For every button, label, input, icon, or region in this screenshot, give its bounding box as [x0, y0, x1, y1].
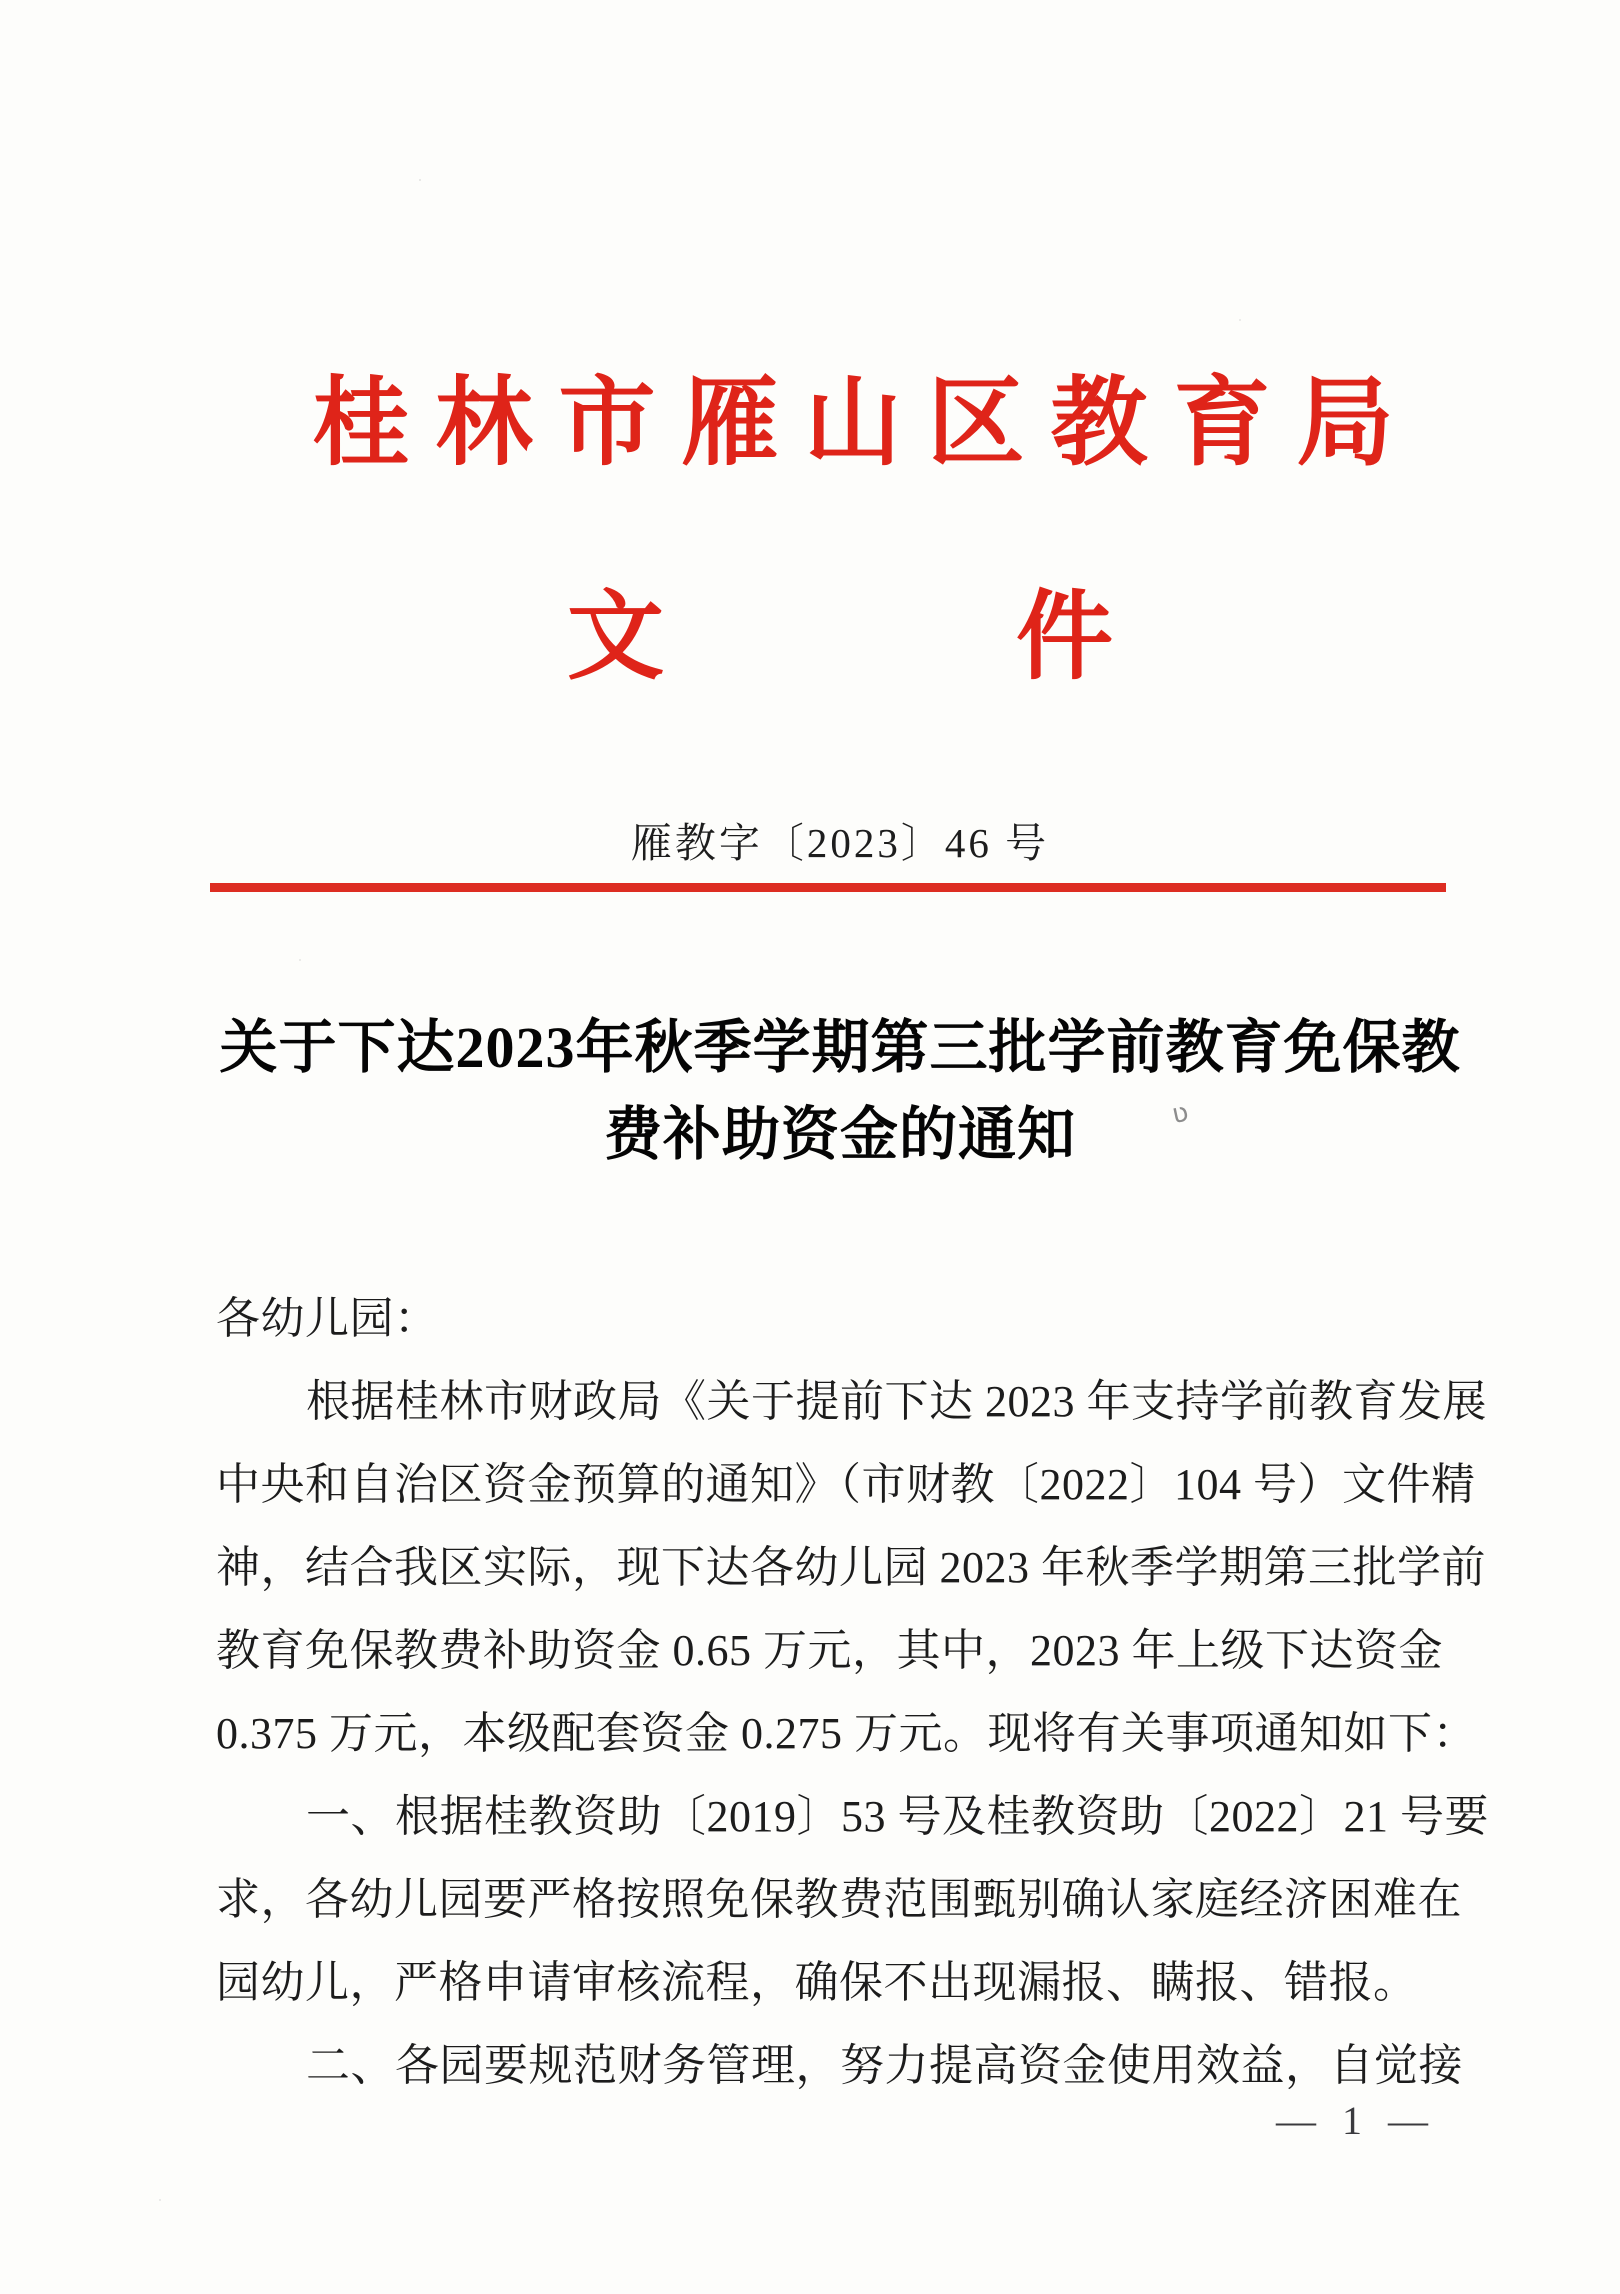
body-line: 0.375 万元，本级配套资金 0.275 万元。现将有关事项通知如下： — [216, 1709, 1477, 1758]
scan-smudge-mark: ʋ — [1168, 1096, 1192, 1131]
body-line: 根据桂林市财政局《关于提前下达 2023 年支持学前教育发展 — [306, 1377, 1487, 1426]
body-line-item-1: 一、根据桂教资助〔2019〕53 号及桂教资助〔2022〕21 号要 — [306, 1792, 1489, 1841]
body-line: 神，结合我区实际，现下达各幼儿园 2023 年秋季学期第三批学前 — [216, 1543, 1486, 1592]
doc-word-char-wen: 文 — [567, 584, 664, 691]
page-number: — 1 — — [1276, 2098, 1430, 2143]
document-title-line2: 费补助资金的通知 — [603, 1102, 1076, 1167]
doc-number: 雁教字〔2023〕46 号 — [630, 820, 1050, 866]
body-line: 园幼儿，严格申请审核流程，确保不出现漏报、瞒报、错报。 — [216, 1958, 1418, 2007]
body-line-salutation: 各幼儿园： — [216, 1294, 439, 1343]
body-line-item-2: 二、各园要规范财务管理，努力提高资金使用效益，自觉接 — [306, 2041, 1463, 2090]
doc-word-char-jian: 件 — [1016, 584, 1113, 691]
body-text — [216, 1277, 1489, 2107]
document-title-line1: 关于下达2023年秋季学期第三批学前教育免保教 — [219, 1015, 1461, 1080]
red-divider-line — [210, 883, 1446, 892]
org-title: 桂林市雁山区教育局 — [312, 370, 1420, 477]
doc-word — [210, 584, 1470, 691]
body-line: 中央和自治区资金预算的通知》（市财教〔2022〕104 号）文件精 — [216, 1460, 1476, 1509]
body-line: 教育免保教费补助资金 0.65 万元，其中，2023 年上级下达资金 — [216, 1626, 1443, 1675]
document-title — [210, 1004, 1470, 1178]
body-line: 求，各幼儿园要严格按照免保教费范围甄别确认家庭经济困难在 — [216, 1875, 1462, 1924]
